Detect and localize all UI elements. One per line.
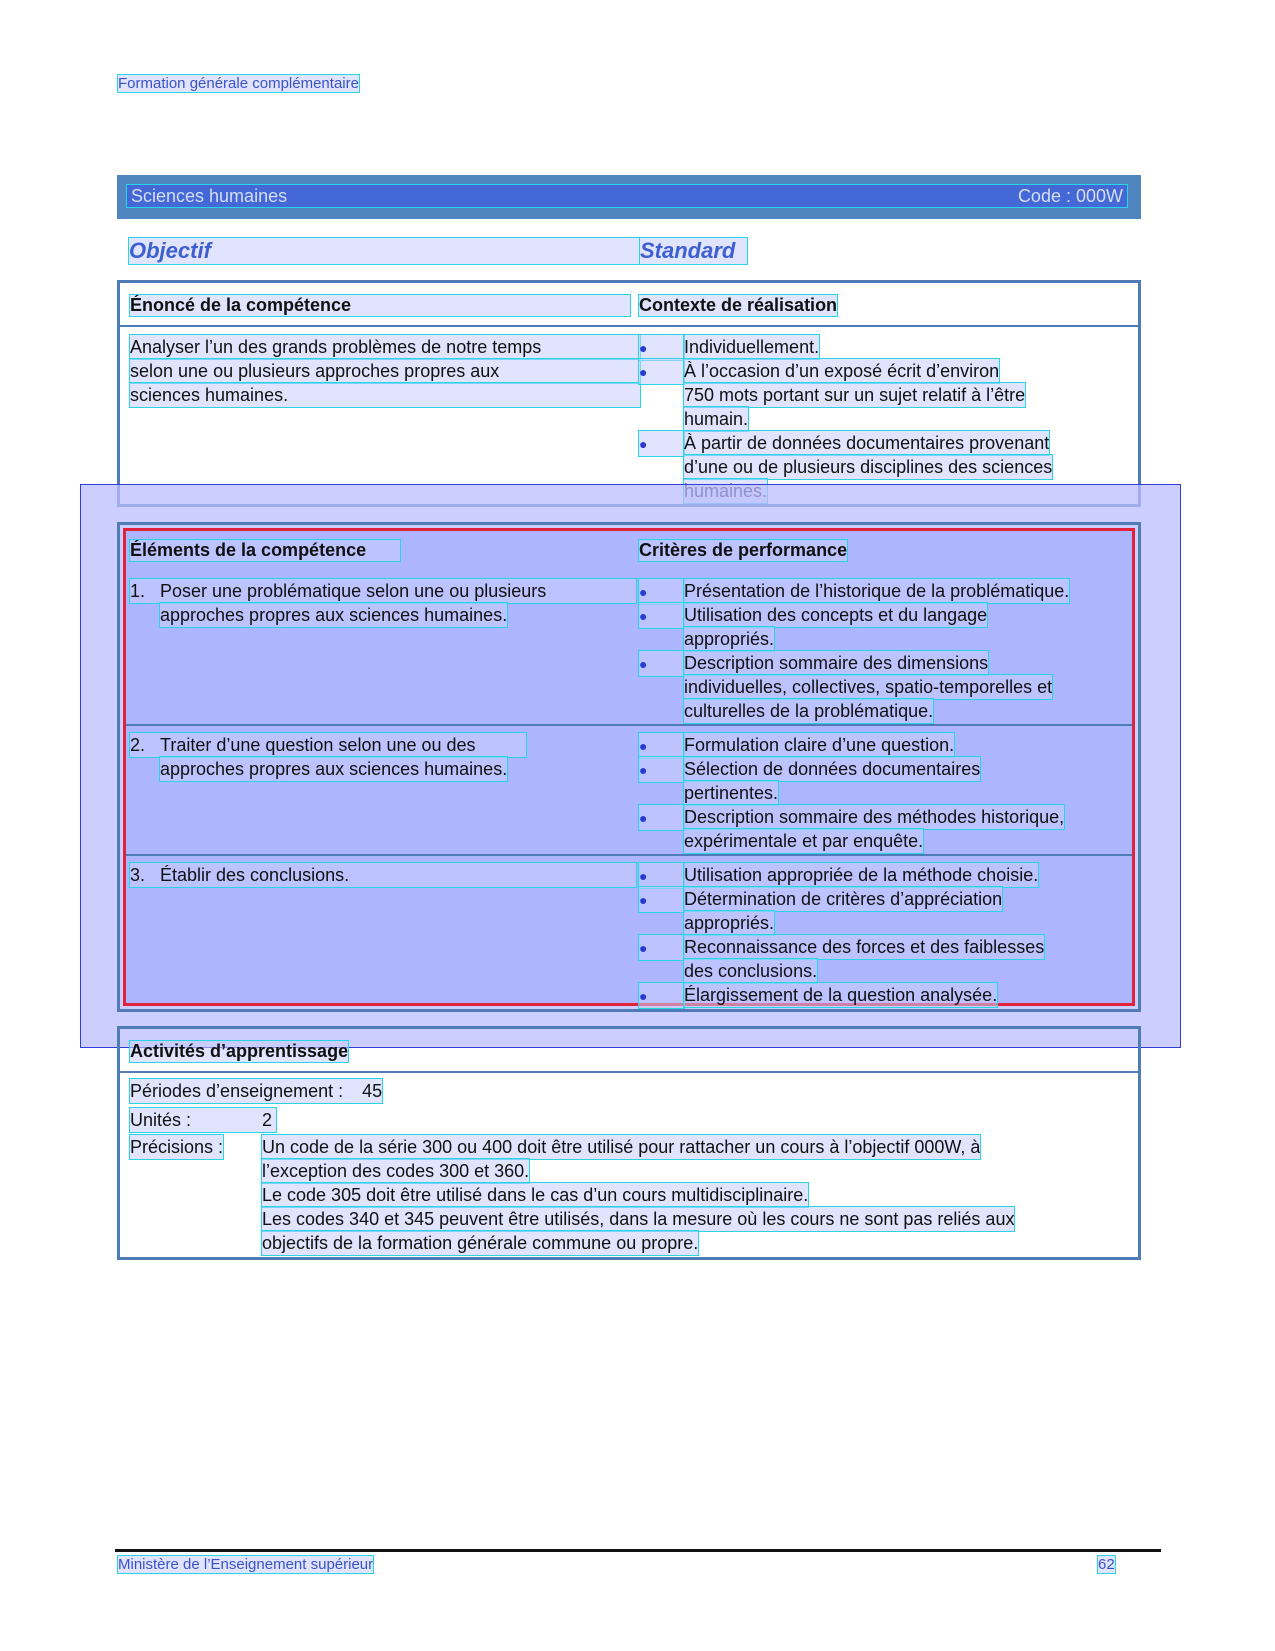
criteres-label: Critères de performance [639,540,848,560]
periodes-value: 45 [362,1081,383,1101]
element-text-cont: approches propres aux sciences humaines. [160,605,508,625]
elements-box [117,522,1141,1012]
bullet-icon: ● [639,335,684,360]
contexte-item: À l’occasion d’un exposé écrit d’environ [684,361,1000,381]
element-text: Poser une problématique selon une ou plusieurs [160,581,547,601]
unites-label: Unités : [130,1110,192,1130]
objectif-heading: Objectif [129,238,639,264]
unites-row [130,1108,276,1132]
critere-item: Élargissement de la question analysée. [684,985,998,1005]
element-number: 2. [130,735,146,755]
critere-item: Sélection de données documentaires [684,759,981,779]
bullet-icon: ● [639,579,684,604]
contexte-item: Individuellement. [684,337,820,357]
precision-line: Le code 305 doit être utilisé dans le cas d’un cours multidisciplinaire. [262,1185,809,1205]
critere-item: Formulation claire d’une question. [684,735,955,755]
competence-box [117,280,1141,507]
enonce-line: sciences humaines. [130,383,640,407]
contexte-item-cont: humain. [684,409,749,429]
critere-item-cont: expérimentale et par enquête. [684,831,924,851]
precision-line: Un code de la série 300 ou 400 doit être utilisé pour rattacher un cours à l’objectif 000W, à [262,1137,981,1157]
bullet-icon: ● [639,887,684,912]
element-row-3 [130,863,636,887]
footer-rule [115,1549,1161,1552]
periodes-row [130,1079,382,1103]
activites-box [117,1026,1141,1260]
contexte-item-cont: d’une ou de plusieurs disciplines des sciences [684,457,1053,477]
banner-bar [127,185,1127,207]
critere-item-cont: individuelles, collectives, spatio-temporelles et [684,677,1053,697]
contexte-item: À partir de données documentaires provenant [684,433,1050,453]
precision-line: Les codes 340 et 345 peuvent être utilisés, dans la mesure où les cours ne sont pas reliés aux [262,1209,1015,1229]
enonce-label: Énoncé de la compétence [130,295,630,316]
critere-item: Détermination de critères d’appréciation [684,889,1003,909]
bullet-icon: ● [639,651,684,676]
activites-box-header [120,1029,1138,1073]
course-code: Code : 000W [1017,185,1123,206]
row-divider [126,724,1132,726]
competence-box-header [120,283,1138,327]
row-divider [126,854,1132,856]
periodes-label: Périodes d’enseignement : [130,1081,344,1101]
running-header: Formation générale complémentaire [118,75,359,92]
precision-line: objectifs de la formation générale commune ou propre. [262,1233,699,1253]
page-number: 62 [1098,1556,1115,1573]
activites-label: Activités d’apprentissage [130,1041,349,1061]
bullet-icon: ● [639,805,684,830]
critere-item-cont: appropriés. [684,913,775,933]
elements-table [123,528,1135,1006]
enonce-line: selon une ou plusieurs approches propres aux [130,359,640,383]
course-title: Sciences humaines [131,185,288,206]
course-banner [117,175,1141,219]
element-number: 3. [130,865,146,885]
contexte-label: Contexte de réalisation [639,295,838,315]
standard-heading: Standard [640,238,747,264]
bullet-icon: ● [639,757,684,782]
critere-item: Utilisation des concepts et du langage [684,605,988,625]
unites-value: 2 [262,1110,273,1130]
critere-item: Utilisation appropriée de la méthode choisie. [684,865,1039,885]
critere-item: Présentation de l’historique de la problématique. [684,581,1070,601]
critere-item-cont: culturelles de la problématique. [684,701,934,721]
element-number: 1. [130,581,146,601]
critere-item: Description sommaire des dimensions [684,653,989,673]
element-text-cont: approches propres aux sciences humaines. [160,759,508,779]
precisions-label: Précisions : [130,1137,224,1157]
element-text: Établir des conclusions. [160,865,350,885]
element-row-1 [130,579,636,603]
critere-item-cont: appropriés. [684,629,775,649]
enonce-line: Analyser l’un des grands problèmes de notre temps [130,335,640,359]
bullet-icon: ● [639,359,684,384]
contexte-item-cont: 750 mots portant sur un sujet relatif à l’être [684,385,1026,405]
element-row-2 [130,733,526,757]
bullet-icon: ● [639,983,684,1008]
bullet-icon: ● [639,431,684,456]
bullet-icon: ● [639,863,684,888]
critere-item-cont: pertinentes. [684,783,779,803]
critere-item-cont: des conclusions. [684,961,818,981]
bullet-icon: ● [639,935,684,960]
bullet-icon: ● [639,733,684,758]
critere-item: Reconnaissance des forces et des faiblesses [684,937,1045,957]
bullet-icon: ● [639,603,684,628]
elements-label: Éléments de la compétence [130,540,400,561]
element-text: Traiter d’une question selon une ou des [160,735,476,755]
critere-item: Description sommaire des méthodes historique, [684,807,1065,827]
footer-ministry: Ministère de l’Enseignement supérieur [118,1556,374,1573]
precision-line: l’exception des codes 300 et 360. [262,1161,530,1181]
